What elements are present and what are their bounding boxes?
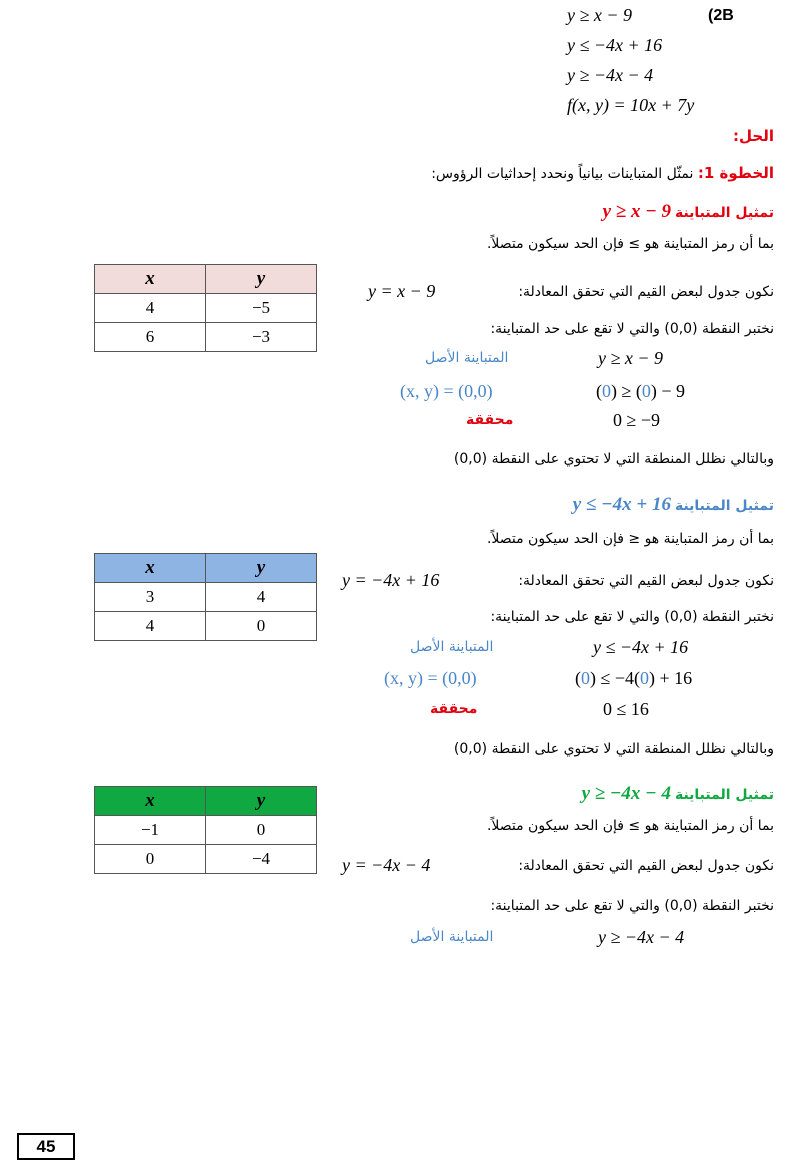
- table-header-x: x: [95, 554, 206, 583]
- section1-table-text: نكون جدول لبعض القيم التي تحقق المعادلة:: [518, 284, 774, 300]
- section1-original-label: المتباينة الأصل: [425, 350, 509, 366]
- section3-title-math: y ≥ −4x − 4: [581, 783, 671, 804]
- section2-original-label: المتباينة الأصل: [410, 639, 494, 655]
- page-number: 45: [17, 1133, 75, 1160]
- solution-heading: الحل:: [733, 127, 774, 145]
- table-header-y: y: [206, 554, 317, 583]
- section1-title-math: y ≥ x − 9: [602, 201, 671, 222]
- section2-shade-text: وبالتالي نظلل المنطقة التي لا تحتوي على النقطة (0,0): [453, 741, 774, 757]
- section3-original-label: المتباينة الأصل: [410, 929, 494, 945]
- section3-equation: y = −4x − 4: [342, 855, 431, 875]
- section3-original: y ≥ −4x − 4: [598, 927, 685, 947]
- section2-point: (x, y) = (0,0): [384, 668, 477, 688]
- section1-verdict: محققة: [466, 412, 514, 428]
- section2-equation: y = −4x + 16: [342, 570, 440, 590]
- table-row: [95, 816, 317, 845]
- section1-equation: y = x − 9: [368, 281, 436, 301]
- section3-title-text: تمثيل المتباينة: [674, 787, 774, 803]
- problem-number: (2B: [708, 7, 734, 24]
- table-header-x: x: [95, 787, 206, 816]
- table-cell: 6: [95, 323, 206, 352]
- section2-substitution: (0) ≤ −4(0) + 16: [575, 668, 693, 688]
- objective-function: f(x, y) = 10x + 7y: [567, 95, 695, 115]
- table-cell: 0: [206, 612, 317, 641]
- problem-line-1: y ≥ x − 9: [567, 5, 633, 25]
- section1-substitution: (0) ≥ (0) − 9: [596, 381, 686, 401]
- section1-values-table: [94, 264, 317, 352]
- table-cell: 4: [95, 294, 206, 323]
- section1-test-text: نختبر النقطة (0,0) والتي لا تقع على حد المتباينة:: [490, 321, 774, 337]
- table-cell: 3: [95, 583, 206, 612]
- table-cell: −3: [206, 323, 317, 352]
- table-header-y: y: [206, 787, 317, 816]
- section1-result: 0 ≥ −9: [613, 410, 661, 430]
- step1-label: الخطوة 1:: [697, 164, 774, 182]
- section2-title-math: y ≤ −4x + 16: [572, 494, 671, 515]
- section3-values-table: [94, 786, 317, 874]
- table-row: [95, 845, 317, 874]
- step1-line: [431, 164, 774, 182]
- table-row: [95, 612, 317, 641]
- table-cell: 0: [206, 816, 317, 845]
- section3-test-text: نختبر النقطة (0,0) والتي لا تقع على حد المتباينة:: [490, 898, 774, 914]
- section2-values-table: [94, 553, 317, 641]
- section2-original: y ≤ −4x + 16: [593, 637, 689, 657]
- table-header-x: x: [95, 265, 206, 294]
- section1-title: [603, 201, 774, 223]
- table-cell: 4: [206, 583, 317, 612]
- section3-table-text: نكون جدول لبعض القيم التي تحقق المعادلة:: [518, 858, 774, 874]
- problem-line-2: y ≤ −4x + 16: [567, 35, 663, 55]
- section2-boundary: بما أن رمز المتباينة هو ≤ فإن الحد سيكون متصلاً.: [486, 531, 774, 547]
- section1-point: (x, y) = (0,0): [400, 381, 493, 401]
- table-cell: 0: [95, 845, 206, 874]
- table-header-y: y: [206, 265, 317, 294]
- section1-shade-text: وبالتالي نظلل المنطقة التي لا تحتوي على النقطة (0,0): [453, 451, 774, 467]
- section3-boundary: بما أن رمز المتباينة هو ≥ فإن الحد سيكون متصلاً.: [486, 818, 774, 834]
- section2-test-text: نختبر النقطة (0,0) والتي لا تقع على حد المتباينة:: [490, 609, 774, 625]
- section1-original: y ≥ x − 9: [598, 348, 664, 368]
- table-row: [95, 583, 317, 612]
- table-cell: −5: [206, 294, 317, 323]
- section2-table-text: نكون جدول لبعض القيم التي تحقق المعادلة:: [518, 573, 774, 589]
- section3-title: [582, 783, 774, 805]
- table-cell: 4: [95, 612, 206, 641]
- section2-verdict: محققة: [430, 701, 478, 717]
- problem-line-3: y ≥ −4x − 4: [567, 65, 654, 85]
- section2-title-text: تمثيل المتباينة: [674, 498, 774, 514]
- table-row: [95, 294, 317, 323]
- section1-title-text: تمثيل المتباينة: [674, 205, 774, 221]
- section2-title: [573, 494, 774, 516]
- step1-text: نمثّل المتباينات بيانياً ونحدد إحداثيات الرؤوس:: [431, 166, 698, 182]
- table-cell: −1: [95, 816, 206, 845]
- table-row: [95, 323, 317, 352]
- section2-result: 0 ≤ 16: [603, 699, 649, 719]
- section1-boundary: بما أن رمز المتباينة هو ≥ فإن الحد سيكون متصلاً.: [486, 236, 774, 252]
- table-cell: −4: [206, 845, 317, 874]
